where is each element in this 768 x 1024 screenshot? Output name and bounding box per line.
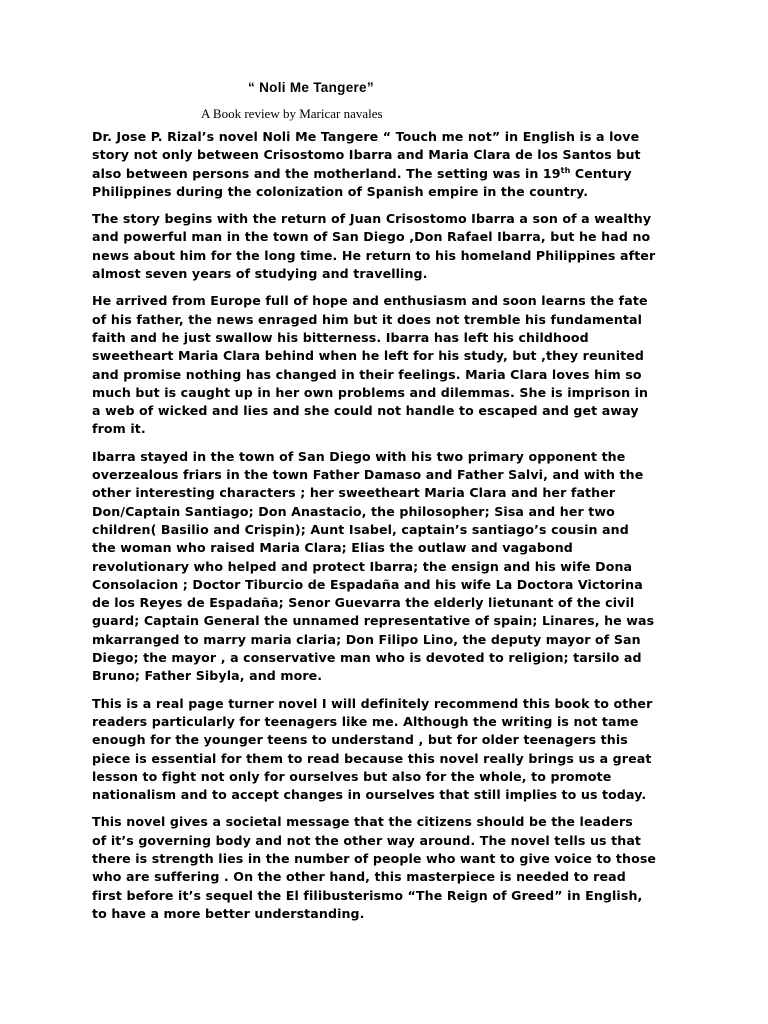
- text-line: Bruno; Father Sibyla, and more.: [92, 668, 323, 684]
- paragraph-6: [92, 813, 692, 923]
- ordinal-suffix: th: [560, 165, 571, 175]
- text-line: Ibarra stayed in the town of San Diego with his two primary opponent the: [92, 448, 626, 464]
- text-line: lesson to fight not only for ourselves but also for the whole, to promote: [92, 768, 612, 784]
- text-line: a web of wicked and lies and she could not handle to escaped and get away: [92, 403, 639, 419]
- paragraph-5: [92, 695, 692, 805]
- text-line: there is strength lies in the number of people who want to give voice to those: [92, 850, 657, 866]
- text-line: almost seven years of studying and travelling.: [92, 266, 428, 282]
- text-line: to have a more better understanding.: [92, 905, 365, 921]
- text-line: The story begins with the return of Juan Crisostomo Ibarra a son of a wealthy: [92, 211, 652, 227]
- text-line: of his father, the news enraged him but it does not tremble his fundamental: [92, 311, 643, 327]
- text-line: He arrived from Europe full of hope and enthusiasm and soon learns the fate: [92, 293, 648, 309]
- text-line: sweetheart Maria Clara behind when he left for his study, but ,they reunited: [92, 348, 645, 364]
- text-line: Dr. Jose P. Rizal’s novel Noli Me Tangere “ Touch me not” in English is a love: [92, 129, 640, 144]
- document-subtitle: A Book review by Maricar navales: [201, 106, 383, 121]
- text-line: [92, 165, 692, 183]
- text-line: Philippines during the colonization of Spanish empire in the country.: [92, 183, 589, 199]
- paragraph-3: [92, 292, 692, 438]
- text-line: de los Reyes de Espadaña; Senor Guevarra the elderly lietunant of the civil: [92, 595, 635, 611]
- text-line: news about him for the long time. He return to his homeland Philippines after: [92, 247, 656, 263]
- text-line: story not only between Crisostomo Ibarra and Maria Clara de los Santos but: [92, 147, 641, 163]
- text-line: of it’s governing body and not the other way around. The novel tells us that: [92, 832, 642, 848]
- text-line: This is a real page turner novel I will definitely recommend this book to other: [92, 695, 653, 711]
- text-line: overzealous friars in the town Father Damaso and Father Salvi, and with the: [92, 467, 644, 483]
- text-line: from it.: [92, 421, 146, 437]
- document-body: [92, 128, 692, 932]
- text-line: nationalism and to accept changes in ourselves that still implies to us today.: [92, 787, 647, 803]
- text-line: and promise nothing has changed in their feelings. Maria Clara loves him so: [92, 366, 642, 382]
- text-line: who are suffering . On the other hand, this masterpiece is needed to read: [92, 869, 626, 885]
- document-title: “ Noli Me Tangere”: [248, 80, 374, 95]
- text-line: readers particularly for teenagers like me. Although the writing is not tame: [92, 713, 639, 729]
- text-line: much but is caught up in her own problems and dilemmas. She is imprison in: [92, 384, 649, 400]
- text-line: mkarranged to marry maria claria; Don Filipo Lino, the deputy mayor of San: [92, 631, 641, 647]
- paragraph-1: [92, 128, 692, 201]
- text-line: This novel gives a societal message that the citizens should be the leaders: [92, 814, 633, 830]
- text-line: first before it’s sequel the El filibusterismo “The Reign of Greed” in English,: [92, 887, 643, 903]
- text-line: Don/Captain Santiago; Don Anastacio, the philosopher; Sisa and her two: [92, 503, 615, 519]
- text-line: and powerful man in the town of San Diego ,Don Rafael Ibarra, but he had no: [92, 229, 651, 245]
- text-line: the woman who raised Maria Clara; Elias the outlaw and vagabond: [92, 540, 573, 556]
- text-line: faith and he just swallow his bitterness. Ibarra has left his childhood: [92, 329, 589, 345]
- text-line: children( Basilio and Crispin); Aunt Isabel, captain’s santiago’s cousin and: [92, 521, 629, 537]
- text-line: other interesting characters ; her sweetheart Maria Clara and her father: [92, 485, 616, 501]
- text-line: enough for the younger teens to understand , but for older teenagers this: [92, 732, 628, 748]
- paragraph-4: [92, 448, 692, 686]
- text-line: Consolacion ; Doctor Tiburcio de Espadaña and his wife La Doctora Victorina: [92, 576, 643, 592]
- text-line-start: also between persons and the motherland. The setting was in 19: [92, 165, 561, 181]
- text-line: guard; Captain General the unnamed representative of spain; Linares, he was: [92, 613, 655, 629]
- text-line-end: Century: [570, 165, 632, 181]
- paragraph-2: [92, 210, 692, 283]
- text-line: revolutionary who helped and protect Ibarra; the ensign and his wife Dona: [92, 558, 633, 574]
- text-line: Diego; the mayor , a conservative man who is devoted to religion; tarsilo ad: [92, 650, 642, 666]
- text-line: piece is essential for them to read because this novel really brings us a great: [92, 750, 652, 766]
